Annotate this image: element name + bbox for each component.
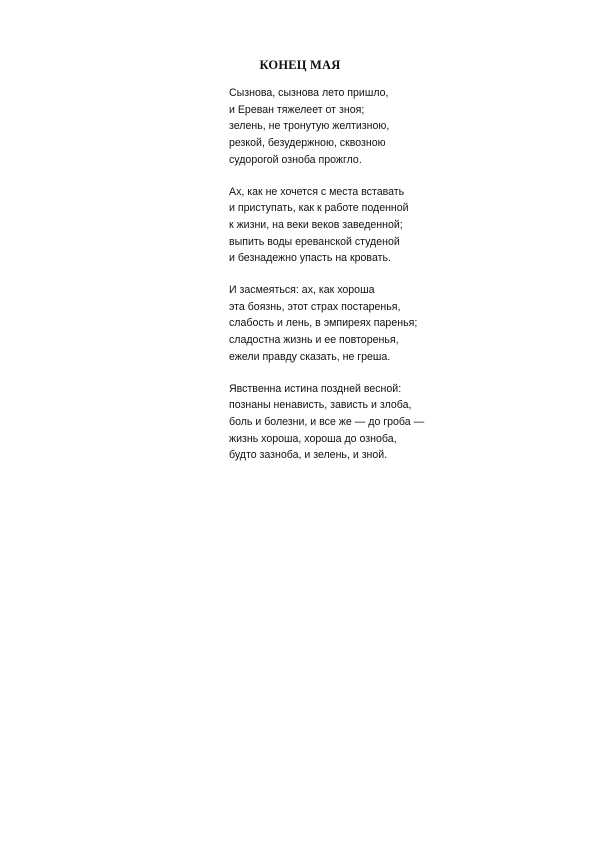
poem-line: ежели правду сказать, не греша. bbox=[229, 350, 391, 363]
poem-line: боль и болезни, и все же — до гроба — bbox=[229, 415, 425, 428]
poem-line: Явственна истина поздней весной: bbox=[229, 382, 402, 395]
stanza bbox=[229, 381, 569, 465]
poem-line: судорогой озноба прожгло. bbox=[229, 153, 362, 166]
poem-title: КОНЕЦ МАЯ bbox=[259, 58, 341, 72]
poem-line: сладостна жизнь и ее повторенья, bbox=[229, 334, 399, 347]
poem-line: резкой, безудержною, сквозною bbox=[229, 137, 386, 150]
poem-line: Ах, как не хочется с места вставать bbox=[229, 185, 405, 198]
poem-line: жизнь хороша, хороша до озноба, bbox=[229, 432, 397, 445]
stanza bbox=[229, 282, 569, 366]
poem-line: Сызнова, сызнова лето пришло, bbox=[229, 87, 389, 99]
poem-line: зелень, не тронутую желтизною, bbox=[229, 120, 390, 133]
poem-line: выпить воды ереванской студеной bbox=[229, 235, 400, 248]
poem-line: будто зазноба, и зелень, и зной. bbox=[229, 449, 388, 462]
poem-body bbox=[229, 85, 569, 479]
poem-line: и приступать, как к работе поденной bbox=[229, 202, 409, 215]
stanza bbox=[229, 184, 569, 268]
poem-line: познаны ненависть, зависть и злоба, bbox=[229, 399, 412, 412]
poem-line: и безнадежно упасть на кровать. bbox=[229, 252, 391, 265]
poem-line: эта боязнь, этот страх постаренья, bbox=[229, 300, 401, 313]
stanza bbox=[229, 85, 569, 169]
poem-line: слабость и лень, в эмпиреях паренья; bbox=[229, 317, 418, 330]
poem-line: к жизни, на веки веков заведенной; bbox=[229, 218, 403, 231]
poem-line: и Ереван тяжелеет от зноя; bbox=[229, 103, 365, 116]
poem-line: И засмеяться: ах, как хороша bbox=[229, 284, 375, 297]
